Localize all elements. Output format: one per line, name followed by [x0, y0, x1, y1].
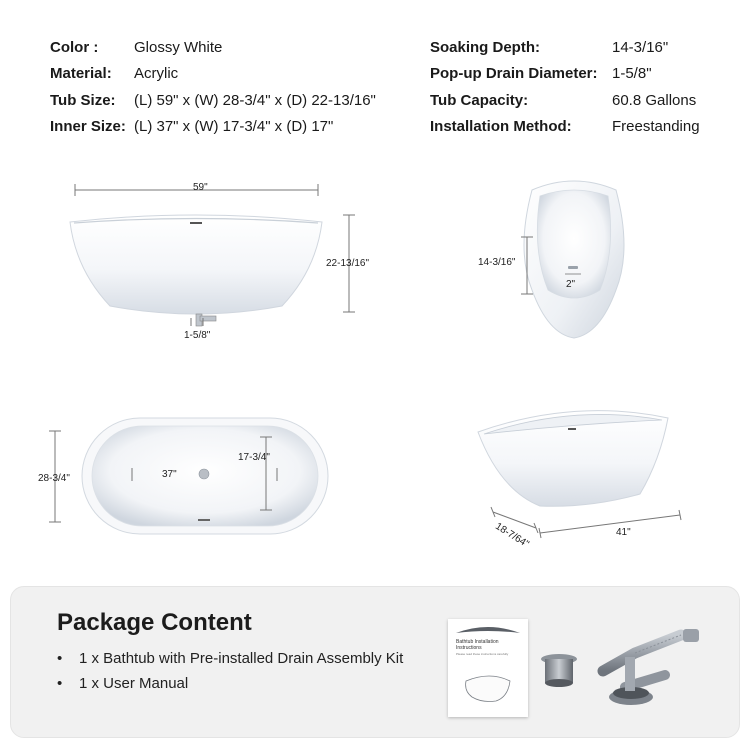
spec-label: Installation Method:: [430, 118, 572, 135]
dimension-label-iso-depth: 18-7/64": [493, 521, 531, 551]
spec-value: Freestanding: [612, 118, 700, 135]
spec-value: (L) 59" x (W) 28-3/4" x (D) 22-13/16": [134, 92, 376, 109]
package-item: [57, 675, 188, 692]
dimension-label-soak-depth: 14-3/16": [478, 257, 516, 268]
spec-label: Soaking Depth:: [430, 39, 541, 56]
manual-subtitle: Please read these instructions carefully: [456, 652, 509, 656]
tub-front-body: [70, 215, 322, 314]
dimension-label-iso-width: 41": [616, 527, 631, 538]
manual-title: Bathtub Installation Instructions: [456, 639, 499, 651]
spec-value: 60.8 Gallons: [612, 92, 697, 109]
bullet-icon: •: [57, 650, 63, 667]
spec-value: 14-3/16": [612, 39, 669, 56]
spec-value: (L) 37" x (W) 17-3/4" x (D) 17": [134, 118, 334, 135]
drain-pipe: [196, 314, 216, 326]
spec-value: Glossy White: [134, 39, 223, 56]
spec-label: Pop-up Drain Diameter:: [430, 65, 598, 82]
drain-assembly-kit-image: [595, 627, 705, 715]
spec-label: Inner Size:: [50, 118, 126, 135]
package-item-text: 1 x User Manual: [79, 675, 189, 692]
user-manual-image: [448, 619, 528, 717]
dimension-line-iso-width: [539, 510, 681, 538]
package-title: Package Content: [57, 609, 252, 636]
spec-label: Material:: [50, 65, 112, 82]
package-content-panel: [10, 586, 740, 738]
package-item-text: 1 x Bathtub with Pre-installed Drain Assembly Kit: [79, 650, 404, 667]
spec-label: Tub Size:: [50, 92, 116, 109]
drain-top: [199, 469, 209, 479]
dimension-label-inner-length: 37": [162, 469, 177, 480]
dimension-label-length: 59": [193, 182, 208, 193]
spec-label: Color :: [50, 39, 99, 56]
spec-value: Acrylic: [134, 65, 179, 82]
package-item: [57, 650, 403, 667]
bullet-icon: •: [57, 675, 63, 692]
dimension-label-drain-small: 2": [566, 279, 576, 290]
spec-value: 1-5/8": [612, 65, 652, 82]
spec-label: Tub Capacity:: [430, 92, 529, 109]
drain-stopper-image: [539, 653, 579, 689]
dimension-label-inner-width: 17-3/4": [238, 452, 270, 463]
dimension-label-height: 22-13/16": [326, 258, 370, 269]
dimension-label-width: 28-3/4": [38, 473, 70, 484]
dimension-label-drain: 1-5/8": [184, 330, 211, 341]
